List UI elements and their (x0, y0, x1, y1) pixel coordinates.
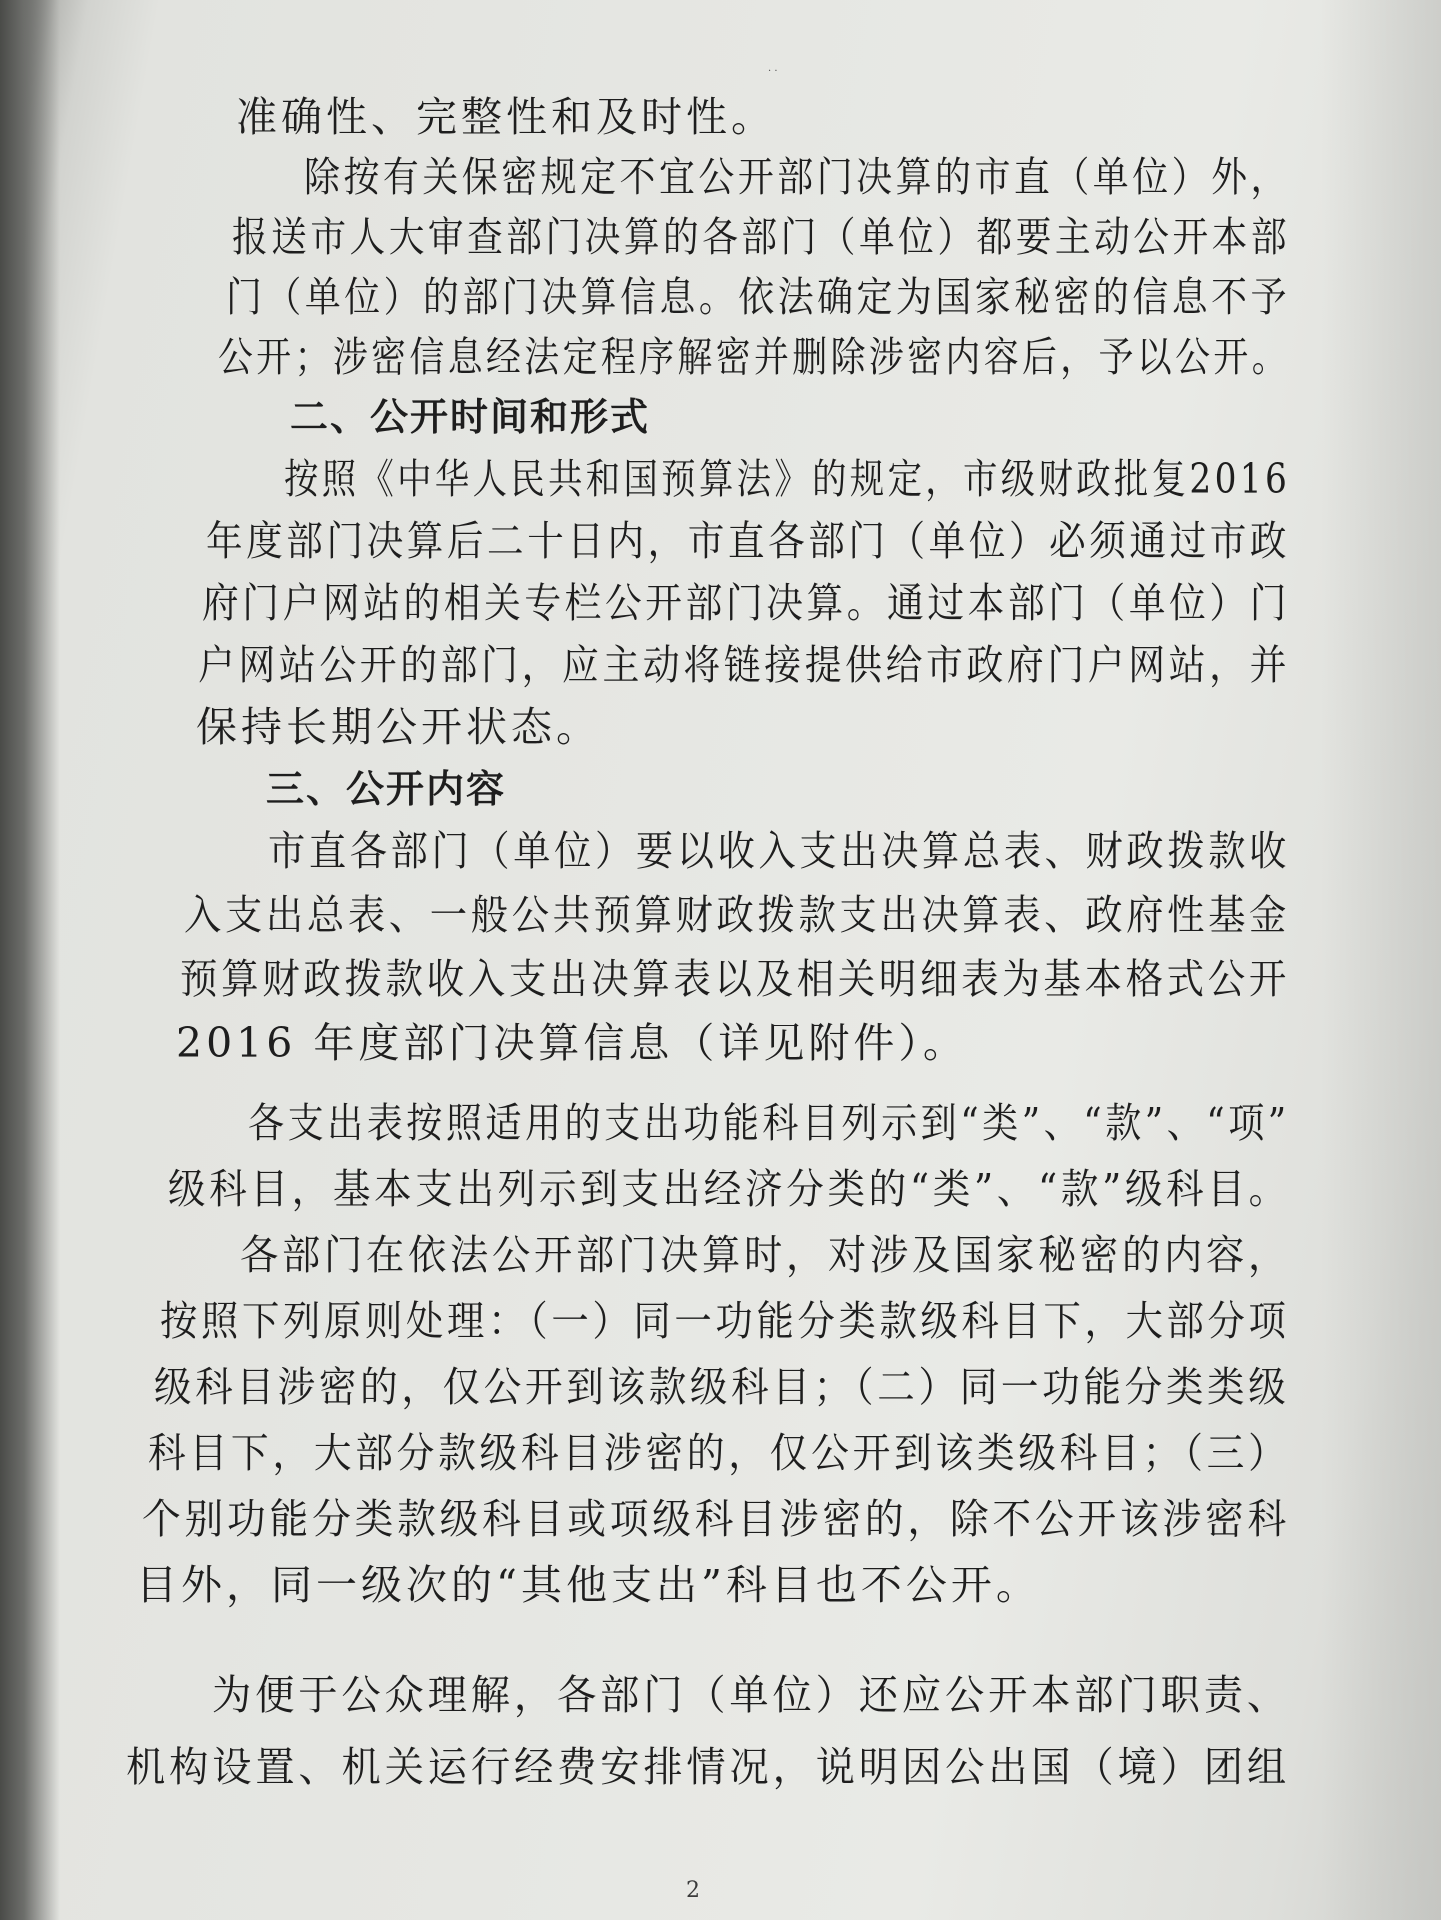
text-line-3: 报送市人大审查部门决算的各部门（单位）都要主动公开本部 (232, 213, 1291, 261)
text-line-2: 除按有关保密规定不宜公开部门决算的市直（单位）外， (304, 153, 1290, 201)
text-line-22: 科目下，大部分款级科目涉密的，仅公开到该类级科目；（三） (148, 1429, 1290, 1477)
text-line-24: 目外，同一级次的“其他支出”科目也不公开。 (136, 1561, 1041, 1609)
text-line-17: 各支出表按照适用的支出功能科目列示到“类”、“款”、“项” (248, 1099, 1290, 1147)
text-line-10: 户网站公开的部门，应主动将链接提供给市政府门户网站，并 (198, 641, 1291, 689)
text-line-25: 为便于公众理解，各部门（单位）还应公开本部门职责、 (212, 1671, 1290, 1719)
text-line-21: 级科目涉密的，仅公开到该款级科目；（二）同一功能分类类级 (154, 1363, 1290, 1411)
text-line-5: 公开；涉密信息经法定程序解密并删除涉密内容后，予以公开。 (218, 333, 1291, 381)
text-line-14: 入支出总表、一般公共预算财政拨款支出决算表、政府性基金 (184, 891, 1291, 939)
text-line-13: 市直各部门（单位）要以收入支出决算总表、财政拨款收 (268, 827, 1290, 875)
dust-mark: · · (768, 66, 778, 77)
page-number: 2 (686, 1878, 700, 1903)
text-line-18: 级科目，基本支出列示到支出经济分类的“类”、“款”级科目。 (168, 1165, 1290, 1213)
text-line-23: 个别功能分类款级科目或项级科目涉密的，除不公开该涉密科 (142, 1495, 1291, 1543)
text-line-26: 机构设置、机关运行经费安排情况，说明因公出国（境）团组 (126, 1743, 1290, 1791)
text-line-19: 各部门在依法公开部门决算时，对涉及国家秘密的内容， (240, 1231, 1290, 1279)
text-line-8: 年度部门决算后二十日内，市直各部门（单位）必须通过市政 (206, 517, 1291, 565)
text-line-9: 府门户网站的相关专栏公开部门决算。通过本部门（单位）门 (202, 579, 1291, 627)
section-heading-2: 二、公开时间和形式 (290, 395, 651, 439)
section-heading-3: 三、公开内容 (266, 767, 507, 811)
text-line-7: 按照《中华人民共和国预算法》的规定，市级财政批复2016 (284, 455, 1291, 503)
text-line-1: 准确性、完整性和及时性。 (236, 93, 776, 141)
text-line-11: 保持长期公开状态。 (196, 703, 601, 751)
text-line-20: 按照下列原则处理：（一）同一功能分类款级科目下，大部分项 (160, 1297, 1290, 1345)
text-line-16: 2016 年度部门决算信息（详见附件）。 (176, 1019, 968, 1067)
text-line-15: 预算财政拨款收入支出决算表以及相关明细表为基本格式公开 (180, 955, 1291, 1003)
text-line-4: 门（单位）的部门决算信息。依法确定为国家秘密的信息不予 (226, 273, 1290, 321)
